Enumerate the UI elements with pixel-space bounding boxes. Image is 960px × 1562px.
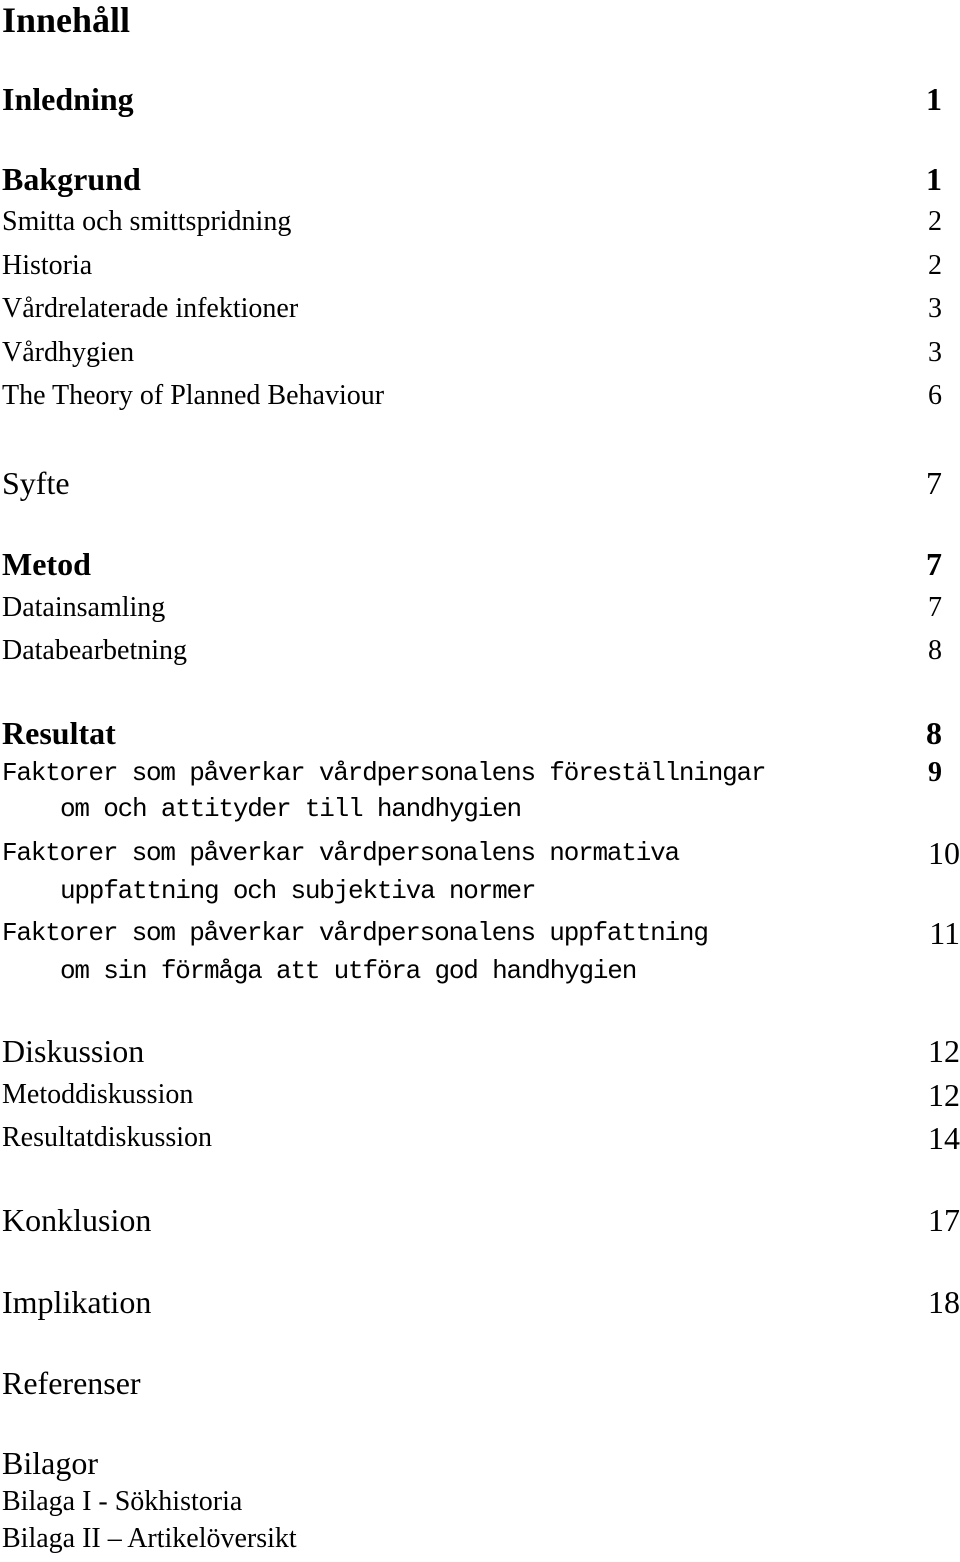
toc-entry-page: 18 — [928, 1284, 960, 1320]
toc-entry-bilagor[interactable] — [0, 1444, 960, 1482]
toc-entry-label: Bilaga II – Artikelöversikt — [2, 1523, 297, 1554]
toc-entry-faktorer-normativa[interactable] — [0, 836, 960, 906]
toc-entry-page: 1 — [926, 161, 942, 197]
toc-entry-label: Referenser — [2, 1365, 141, 1401]
toc-entry-label: Inledning — [2, 81, 134, 117]
toc-entry-page: 8 — [926, 715, 942, 751]
toc-entry-theory[interactable] — [0, 379, 960, 413]
toc-entry-label: Faktorer som påverkar vårdpersonalens uppfattning — [2, 918, 708, 948]
toc-entry-page: 11 — [929, 915, 960, 951]
toc-entry-page: 12 — [928, 1033, 960, 1069]
toc-entry-label: Databearbetning — [2, 635, 188, 666]
toc-entry-databearbetning[interactable] — [0, 634, 960, 668]
toc-entry-label: Datainsamling — [2, 592, 166, 623]
toc-entry-label: Resultatdiskussion — [2, 1122, 213, 1153]
toc-entry-konklusion[interactable] — [0, 1201, 960, 1239]
toc-entry-implikation[interactable] — [0, 1283, 960, 1321]
toc-entry-resultatdiskussion[interactable] — [0, 1121, 960, 1155]
toc-entry-page: 2 — [928, 250, 942, 281]
toc-entry-label: Bakgrund — [2, 161, 141, 197]
toc-entry-label: The Theory of Planned Behaviour — [2, 380, 385, 411]
page-title: Innehåll — [2, 0, 131, 40]
toc-entry-metod[interactable] — [0, 545, 960, 583]
toc-entry-label: Metoddiskussion — [2, 1079, 194, 1110]
toc-entry-page: 9 — [928, 757, 942, 788]
toc-entry-label: Bilagor — [2, 1445, 98, 1481]
toc-entry-vardrelaterade[interactable] — [0, 292, 960, 326]
toc-entry-label: Smitta och smittspridning — [2, 206, 292, 237]
toc-entry-page: 6 — [928, 380, 942, 411]
toc-entry-page: 1 — [926, 81, 942, 117]
toc-entry-label: Metod — [2, 546, 91, 582]
toc-entry-label: Syfte — [2, 465, 70, 501]
toc-entry-bilaga-2[interactable] — [0, 1522, 960, 1556]
toc-entry-label: Bilaga I - Sökhistoria — [2, 1486, 243, 1517]
toc-entry-label: Implikation — [2, 1284, 152, 1320]
toc-entry-faktorer-formaga[interactable] — [0, 916, 960, 986]
toc-entry-page: 2 — [928, 206, 942, 237]
toc-entry-label: Resultat — [2, 715, 116, 751]
toc-entry-resultat[interactable] — [0, 714, 960, 752]
toc-entry-label: Vårdrelaterade infektioner — [2, 293, 299, 324]
toc-entry-label: Diskussion — [2, 1033, 145, 1069]
toc-entry-label-continued: om och attityder till handhygien — [60, 794, 521, 824]
toc-entry-historia[interactable] — [0, 249, 960, 283]
toc-entry-faktorer-forestallningar[interactable] — [0, 756, 960, 826]
toc-entry-smitta[interactable] — [0, 205, 960, 239]
toc-entry-label: Faktorer som påverkar vårdpersonalens föreställningar — [2, 758, 766, 788]
toc-entry-vardhygien[interactable] — [0, 336, 960, 370]
toc-entry-label: Vårdhygien — [2, 337, 135, 368]
toc-entry-page: 3 — [928, 293, 942, 324]
toc-entry-inledning[interactable] — [0, 80, 960, 118]
toc-entry-referenser[interactable] — [0, 1364, 960, 1402]
toc-entry-label-continued: uppfattning och subjektiva normer — [60, 876, 536, 906]
toc-entry-bilaga-1[interactable] — [0, 1485, 960, 1519]
toc-entry-diskussion[interactable] — [0, 1032, 960, 1070]
toc-entry-metoddiskussion[interactable] — [0, 1078, 960, 1112]
toc-entry-page: 8 — [928, 635, 942, 666]
toc-entry-page: 10 — [928, 835, 960, 871]
toc-entry-label: Historia — [2, 250, 93, 281]
toc-entry-bakgrund[interactable] — [0, 160, 960, 198]
toc-entry-label: Faktorer som påverkar vårdpersonalens normativa — [2, 838, 679, 868]
toc-entry-page: 17 — [928, 1202, 960, 1238]
toc-entry-datainsamling[interactable] — [0, 591, 960, 625]
toc-entry-label-continued: om sin förmåga att utföra god handhygien — [60, 956, 637, 986]
toc-entry-page: 7 — [928, 592, 942, 623]
toc-entry-page: 7 — [926, 465, 942, 501]
toc-entry-page: 14 — [928, 1120, 960, 1156]
toc-entry-page: 12 — [928, 1077, 960, 1113]
toc-entry-syfte[interactable] — [0, 464, 960, 502]
toc-entry-page: 3 — [928, 337, 942, 368]
toc-entry-page: 7 — [926, 546, 942, 582]
toc-entry-label: Konklusion — [2, 1202, 152, 1238]
